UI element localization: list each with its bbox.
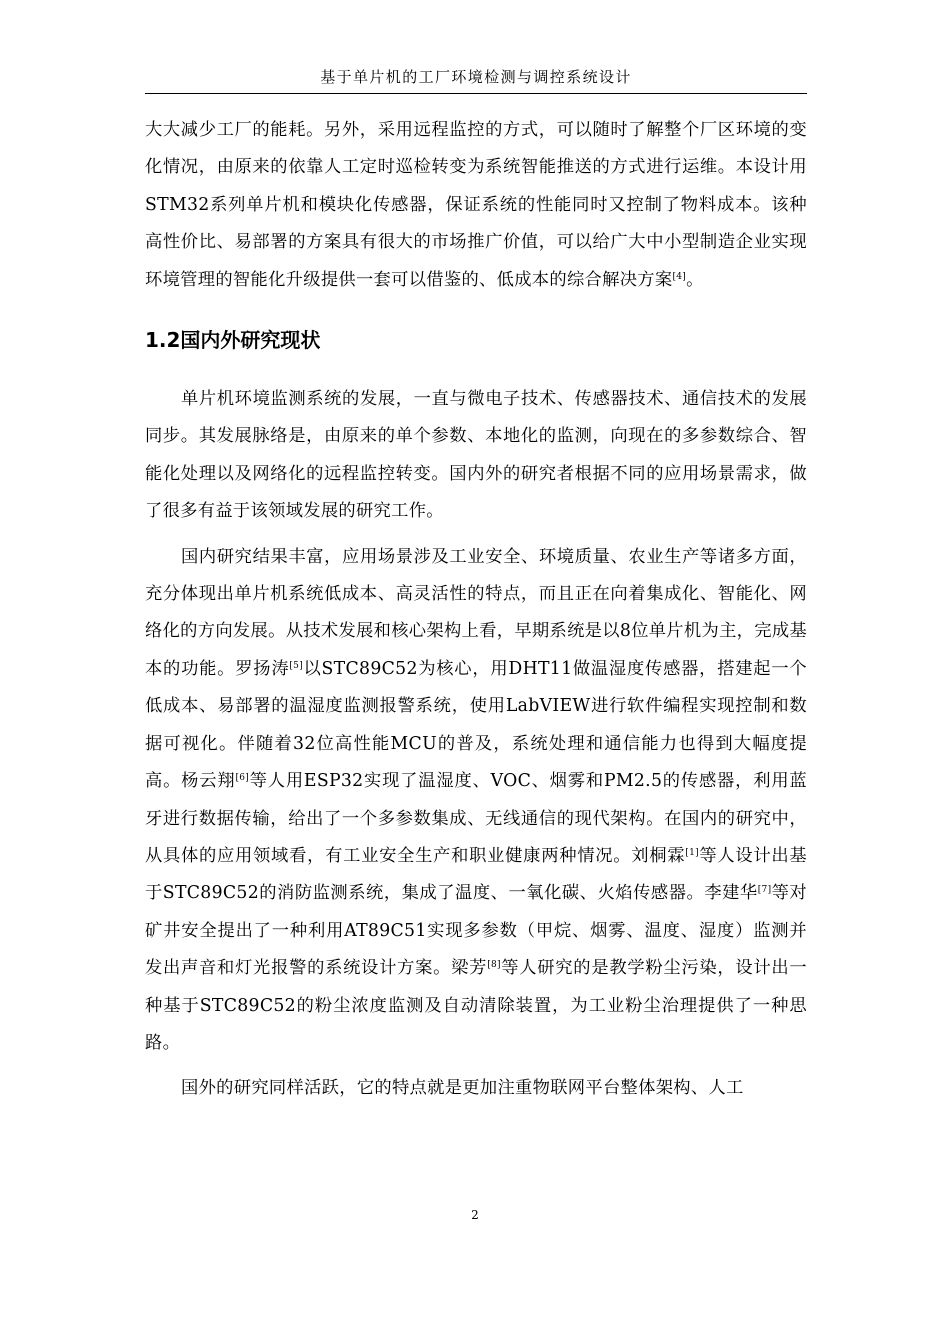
paragraph-text: 等对矿井安全提出了一种利用AT89C51实现多参数（甲烷、烟雾、温度、湿度）监测并发出声音和灯光报警的系统设计方案。梁芳: [145, 883, 807, 979]
section-heading: 1.2国内外研究现状: [145, 328, 321, 353]
paragraph-text: 以STC89C52为核心，用DHT11做温湿度传感器，搭建起一个低成本、易部署的温湿度监测报警系统，使用LabVIEW进行软件编程实现控制和数据可视化。伴随着32位高性能MCU的普及，系统处理和通信能力也得到大幅度提高。杨云翔: [145, 658, 807, 792]
page-number: 2: [471, 1208, 479, 1222]
paragraph-text: 国内研究结果丰富，应用场景涉及工业安全、环境质量、农业生产等诸多方面，充分体现出单片机系统低成本、高灵活性的特点，而且正在向着集成化、智能化、网络化的方向发展。从技术发展和核心架构上看，早期系统是以8位单片机为主，完成基本的功能。罗扬涛: [145, 546, 807, 679]
citation: [4]: [672, 271, 687, 282]
paragraph-domestic-research: [145, 539, 807, 1063]
paragraph-text: 。: [686, 269, 704, 290]
paragraph-continuation: [145, 112, 807, 299]
citation: [8]: [487, 960, 501, 971]
paragraph-spacer: [145, 1062, 807, 1070]
citation: [1]: [685, 847, 699, 858]
paragraph-text: 等人设计出基于STC89C52的消防监测系统，集成了温度、一氧化碳、火焰传感器。李建华: [145, 845, 807, 904]
paragraph-text: 大大减少工厂的能耗。另外，采用远程监控的方式，可以随时了解整个厂区环境的变化情况，由原来的依靠人工定时巡检转变为系统智能推送的方式进行运维。本设计用STM32系列单片机和模块化传感器，保证系统的性能同时又控制了物料成本。该种高性价比、易部署的方案具有很大的市场推广价值，可以给广大中小型制造企业实现环境管理的智能化升级提供一套可以借鉴的、低成本的综合解决方案: [145, 120, 807, 290]
paragraph-text: 等人研究的是教学粉尘污染，设计出一种基于STC89C52的粉尘浓度监测及自动清除装置，为工业粉尘治理提供了一种思路。: [145, 958, 808, 1053]
running-header: 基于单片机的工厂环境检测与调控系统设计: [320, 68, 632, 86]
paragraph-overview: 单片机环境监测系统的发展，一直与微电子技术、传感器技术、通信技术的发展同步。其发展脉络是，由原来的单个参数、本地化的监测，向现在的多参数综合、智能化处理以及网络化的远程监控转变。国内外的研究者根据不同的应用场景需求，做了很多有益于该领域发展的研究工作。: [145, 389, 807, 522]
citation: [7]: [757, 885, 772, 896]
paragraph-text: 等人用ESP32实现了温湿度、VOC、烟雾和PM2.5的传感器，利用蓝牙进行数据传输，给出了一个多参数集成、无线通信的现代架构。在国内的研究中，从具体的应用领域看，有工业安全生产和职业健康两种情况。刘桐霖: [145, 771, 807, 866]
citation: [6]: [235, 773, 250, 784]
paragraph-spacer: [145, 531, 807, 539]
paragraph-foreign-research: 国外的研究同样活跃，它的特点就是更加注重物联网平台整体架构、人工: [181, 1078, 744, 1099]
citation: [5]: [289, 660, 304, 671]
document-body: [145, 112, 807, 1108]
header-divider: [145, 93, 807, 94]
